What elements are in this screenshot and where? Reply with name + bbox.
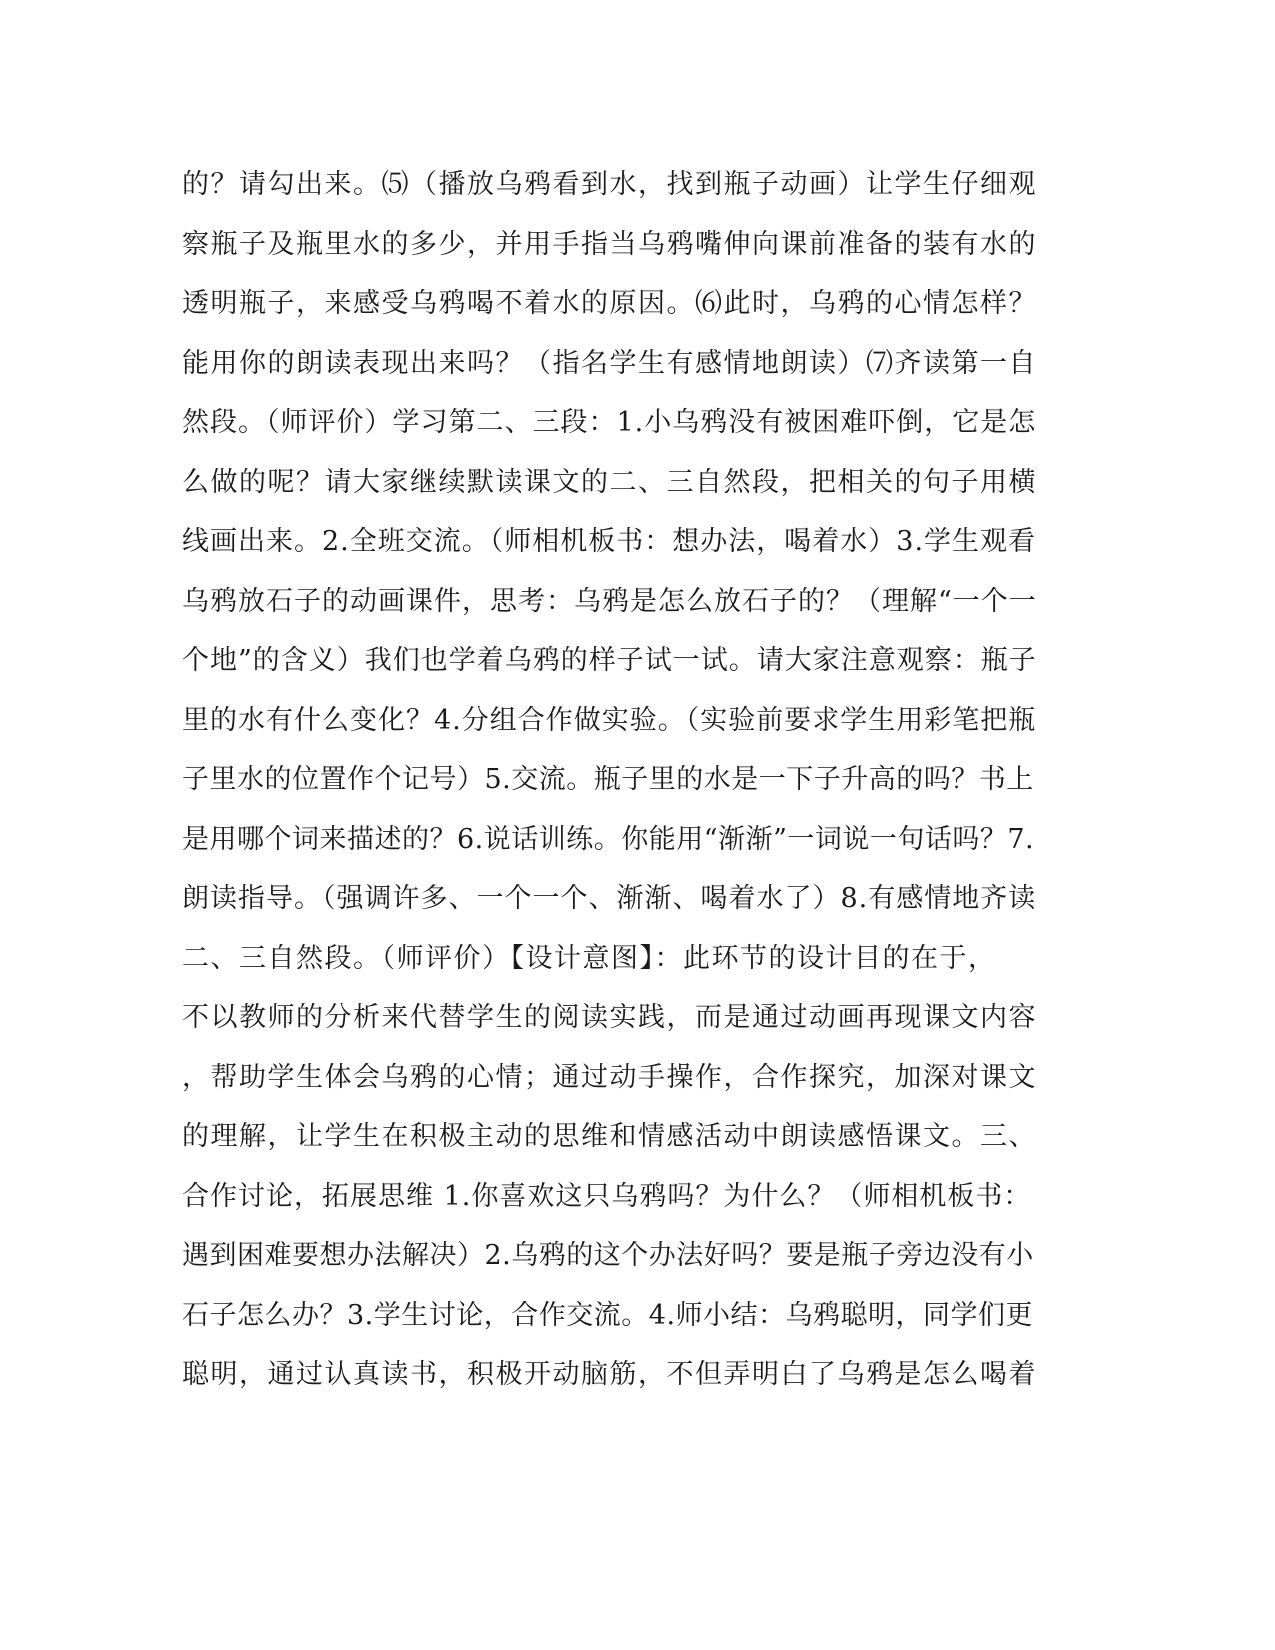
text-line: ，帮助学生体会乌鸦的心情；通过动手操作，合作探究，加深对课文 [182,1061,1037,1093]
text-line: 的理解，让学生在积极主动的思维和情感活动中朗读感悟课文。三、 [182,1121,1037,1152]
text-line: 子里水的位置作个记号）5.交流。瓶子里的水是一下子升高的吗？书上 [182,764,1034,795]
text-line: 是用哪个词来描述的？6.说话训练。你能用“渐渐”一词说一句话吗？7. [182,823,1035,855]
text-line: 遇到困难要想办法解决）2.乌鸦的这个办法好吗？要是瓶子旁边没有小 [182,1240,1034,1271]
text-line: 察瓶子及瓶里水的多少，并用手指当乌鸦嘴伸向课前准备的装有水的 [182,228,1037,260]
text-line: 二、三自然段。（师评价）【设计意图】：此环节的设计目的在于， [182,942,997,974]
text-line: 朗读指导。（强调许多、一个一个、渐渐、喝着水了）8.有感情地齐读 [182,883,1037,914]
text-line: 透明瓶子，来感受乌鸦喝不着水的原因。⑹此时，乌鸦的心情怎样？ [182,288,1037,319]
text-line: 个地”的含义）我们也学着乌鸦的样子试一试。请大家注意观察：瓶子 [182,645,1037,676]
text-line: 线画出来。2.全班交流。（师相机板书：想办法，喝着水）3.学生观看 [182,526,1037,557]
text-line: 不以教师的分析来代替学生的阅读实践，而是通过动画再现课文内容 [182,1002,1037,1033]
text-line: 乌鸦放石子的动画课件，思考：乌鸦是怎么放石子的？（理解“一个一 [182,585,1037,617]
text-line: 里的水有什么变化？4.分组合作做实验。（实验前要求学生用彩笔把瓶 [182,704,1037,736]
text-line: 石子怎么办？3.学生讨论，合作交流。4.师小结：乌鸦聪明，同学们更 [182,1299,1034,1331]
text-line: 么做的呢？请大家继续默读课文的二、三自然段，把相关的句子用横 [182,466,1037,498]
text-line: 然段。（师评价）学习第二、三段：1.小乌鸦没有被困难吓倒，它是怎 [182,407,1037,438]
text-line: 能用你的朗读表现出来吗？（指名学生有感情地朗读）⑺齐读第一自 [182,347,1037,379]
text-line: 聪明，通过认真读书，积极开动脑筋，不但弄明白了乌鸦是怎么喝着 [182,1359,1037,1390]
text-line: 合作讨论，拓展思维 1.你喜欢这只乌鸦吗？为什么？（师相机板书： [182,1180,1032,1212]
body-text [182,155,1042,1405]
text-line: 的？请勾出来。⑸（播放乌鸦看到水，找到瓶子动画）让学生仔细观 [182,169,1037,200]
